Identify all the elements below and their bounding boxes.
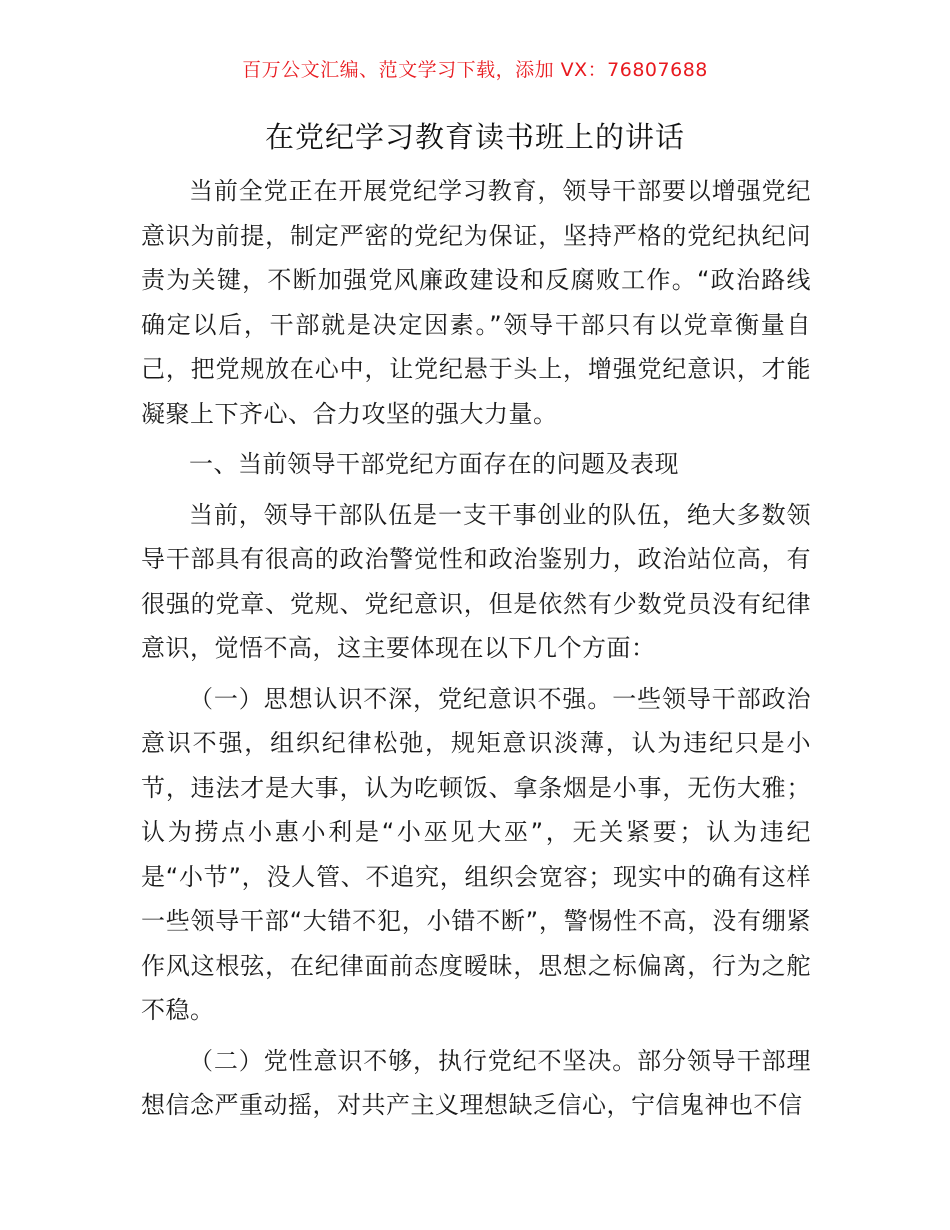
document-body <box>141 169 811 1134</box>
paragraph-intro: 当前全党正在开展党纪学习教育，领导干部要以增强党纪意识为前提，制定严密的党纪为保证，坚持严格的党纪执纪问责为关键，不断加强党风廉政建设和反腐败工作。“政治路线确定以后，干部就是决定因素。”领导干部只有以党章衡量自己，把党规放在心中，让党纪悬于头上，增强党纪意识，才能凝聚上下齐心、合力攻坚的强大力量。 <box>141 177 811 428</box>
document-title: 在党纪学习教育读书班上的讲话 <box>264 120 685 154</box>
paragraph-subsection-1: （一）思想认识不深，党纪意识不强。一些领导干部政治意识不强，组织纪律松弛，规矩意识淡薄，认为违纪只是小节，违法才是大事，认为吃顿饭、拿条烟是小事，无伤大雅；认为捞点小惠小利是“小巫见大巫”，无关紧要；认为违纪是“小节”，没人管、不追究，组织会宽容；现实中的确有这样一些领导干部“大错不犯，小错不断”，警惕性不高，没有绷紧作风这根弦，在纪律面前态度暧昧，思想之标偏离，行为之舵不稳。 <box>141 684 811 1024</box>
section-heading-1: 一、当前领导干部党纪方面存在的问题及表现 <box>189 450 679 478</box>
header-watermark: 百万公文汇编、范文学习下载，添加 VX：76807688 <box>242 59 708 81</box>
paragraph-section-1-intro: 当前，领导干部队伍是一支干事创业的队伍，绝大多数领导干部具有很高的政治警觉性和政治鉴别力，政治站位高，有很强的党章、党规、党纪意识，但是依然有少数党员没有纪律意识，觉悟不高，这主要体现在以下几个方面： <box>141 500 811 662</box>
paragraph-subsection-2: （二）党性意识不够，执行党纪不坚决。部分领导干部理想信念严重动摇，对共产主义理想缺乏信心，宁信鬼神也不信 <box>141 1046 811 1119</box>
